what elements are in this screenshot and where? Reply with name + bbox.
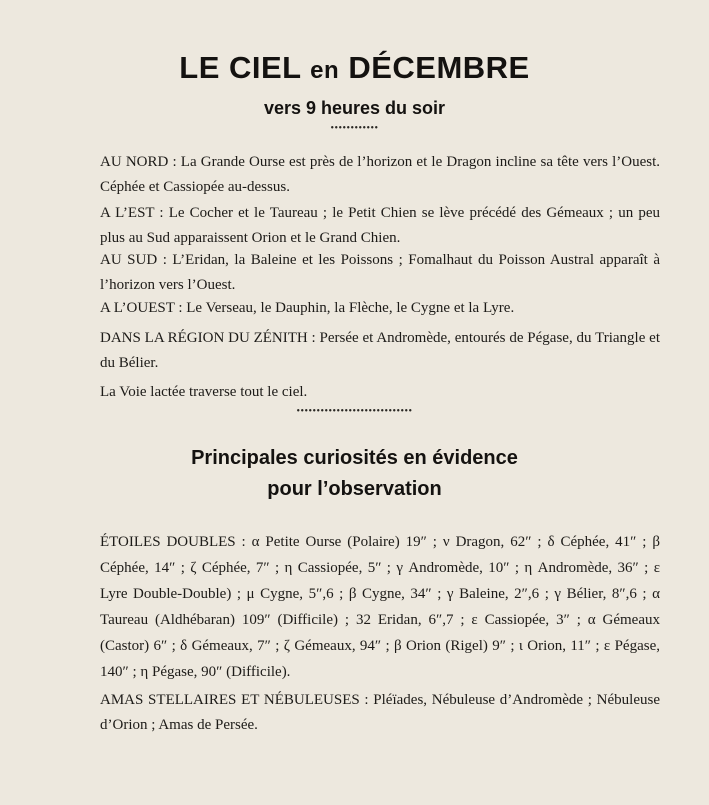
para-etoiles-doubles-text: ÉTOILES DOUBLES : α Petite Ourse (Polaire) 19″ ; ν Dragon, 62″ ; δ Céphée, 41″ ; β Céphée, 14″ ; ζ Céphée, 7″ ; η Cassiopée, 5″ ; γ Andromède, 10″ ; η Andromède, 36″ ; ε Lyre Double-Double) ; μ Cygne, 5″,6 ; β Cygne, 34″ ; γ Baleine, 2″,6 ; γ Bélier, 8″,6 ; α Taureau (Aldhébaran) 109″ (Difficile) ; 32 Eridan, 6″,7 ; ε Cassiopée, 3″ ; α Gémeaux (Castor) 6″ ; δ Gémeaux, 7″ ; ζ Gémeaux, 94″ ; β Orion (Rigel) 9″ ; ι Orion, 11″ ; ε Pégase, 140″ ; η Pégase, 90″ (Difficile). xyxy=(100,534,660,680)
para-a-l-ouest-text: A L’OUEST : Le Verseau, le Dauphin, la Flèche, le Cygne et la Lyre. xyxy=(100,300,515,316)
para-voie-lactee-text: La Voie lactée traverse tout le ciel. xyxy=(100,384,308,400)
para-voie-lactee xyxy=(100,380,660,405)
para-amas-stellaires-text: AMAS STELLAIRES ET NÉBULEUSES : Pléïades, Nébuleuse d’Andromède ; Nébuleuse d’Orion ; Amas de Persée. xyxy=(100,692,660,733)
para-au-nord xyxy=(100,150,660,200)
title-month: DÉCEMBRE xyxy=(348,50,530,85)
page-subtitle: vers 9 heures du soir xyxy=(263,98,446,118)
para-zenith xyxy=(100,326,660,376)
section-heading-line1: Principales curiosités en évidence xyxy=(191,447,518,469)
para-au-nord-text: AU NORD : La Grande Ourse est près de l’horizon et le Dragon incline sa tête vers l’Ouest. Céphée et Cassiopée au-dessus. xyxy=(100,154,660,195)
para-a-l-ouest xyxy=(100,296,660,321)
title-le-ciel: LE CIEL xyxy=(179,50,311,85)
para-au-sud xyxy=(100,248,660,298)
dotted-rule-1: •••••••••••• xyxy=(330,123,379,134)
para-au-sud-text: AU SUD : L’Eridan, la Baleine et les Poissons ; Fomalhaut du Poisson Austral apparaît à l’horizon vers l’Ouest. xyxy=(100,252,660,293)
para-a-l-est xyxy=(100,201,660,251)
section-heading-line2: pour l’observation xyxy=(267,478,442,500)
para-zenith-text: DANS LA RÉGION DU ZÉNITH : Persée et Andromède, entourés de Pégase, du Triangle et du Bélier. xyxy=(100,330,660,371)
para-etoiles-doubles xyxy=(100,529,660,685)
title-en: en xyxy=(310,57,340,84)
para-amas-stellaires xyxy=(100,688,660,738)
page-title xyxy=(0,50,709,86)
dotted-rule-2: ••••••••••••••••••••••••••••• xyxy=(296,406,413,417)
para-a-l-est-text: A L’EST : Le Cocher et le Taureau ; le Petit Chien se lève précédé des Gémeaux ; un peu plus au Sud apparaissent Orion et le Grand Chien. xyxy=(100,205,660,246)
